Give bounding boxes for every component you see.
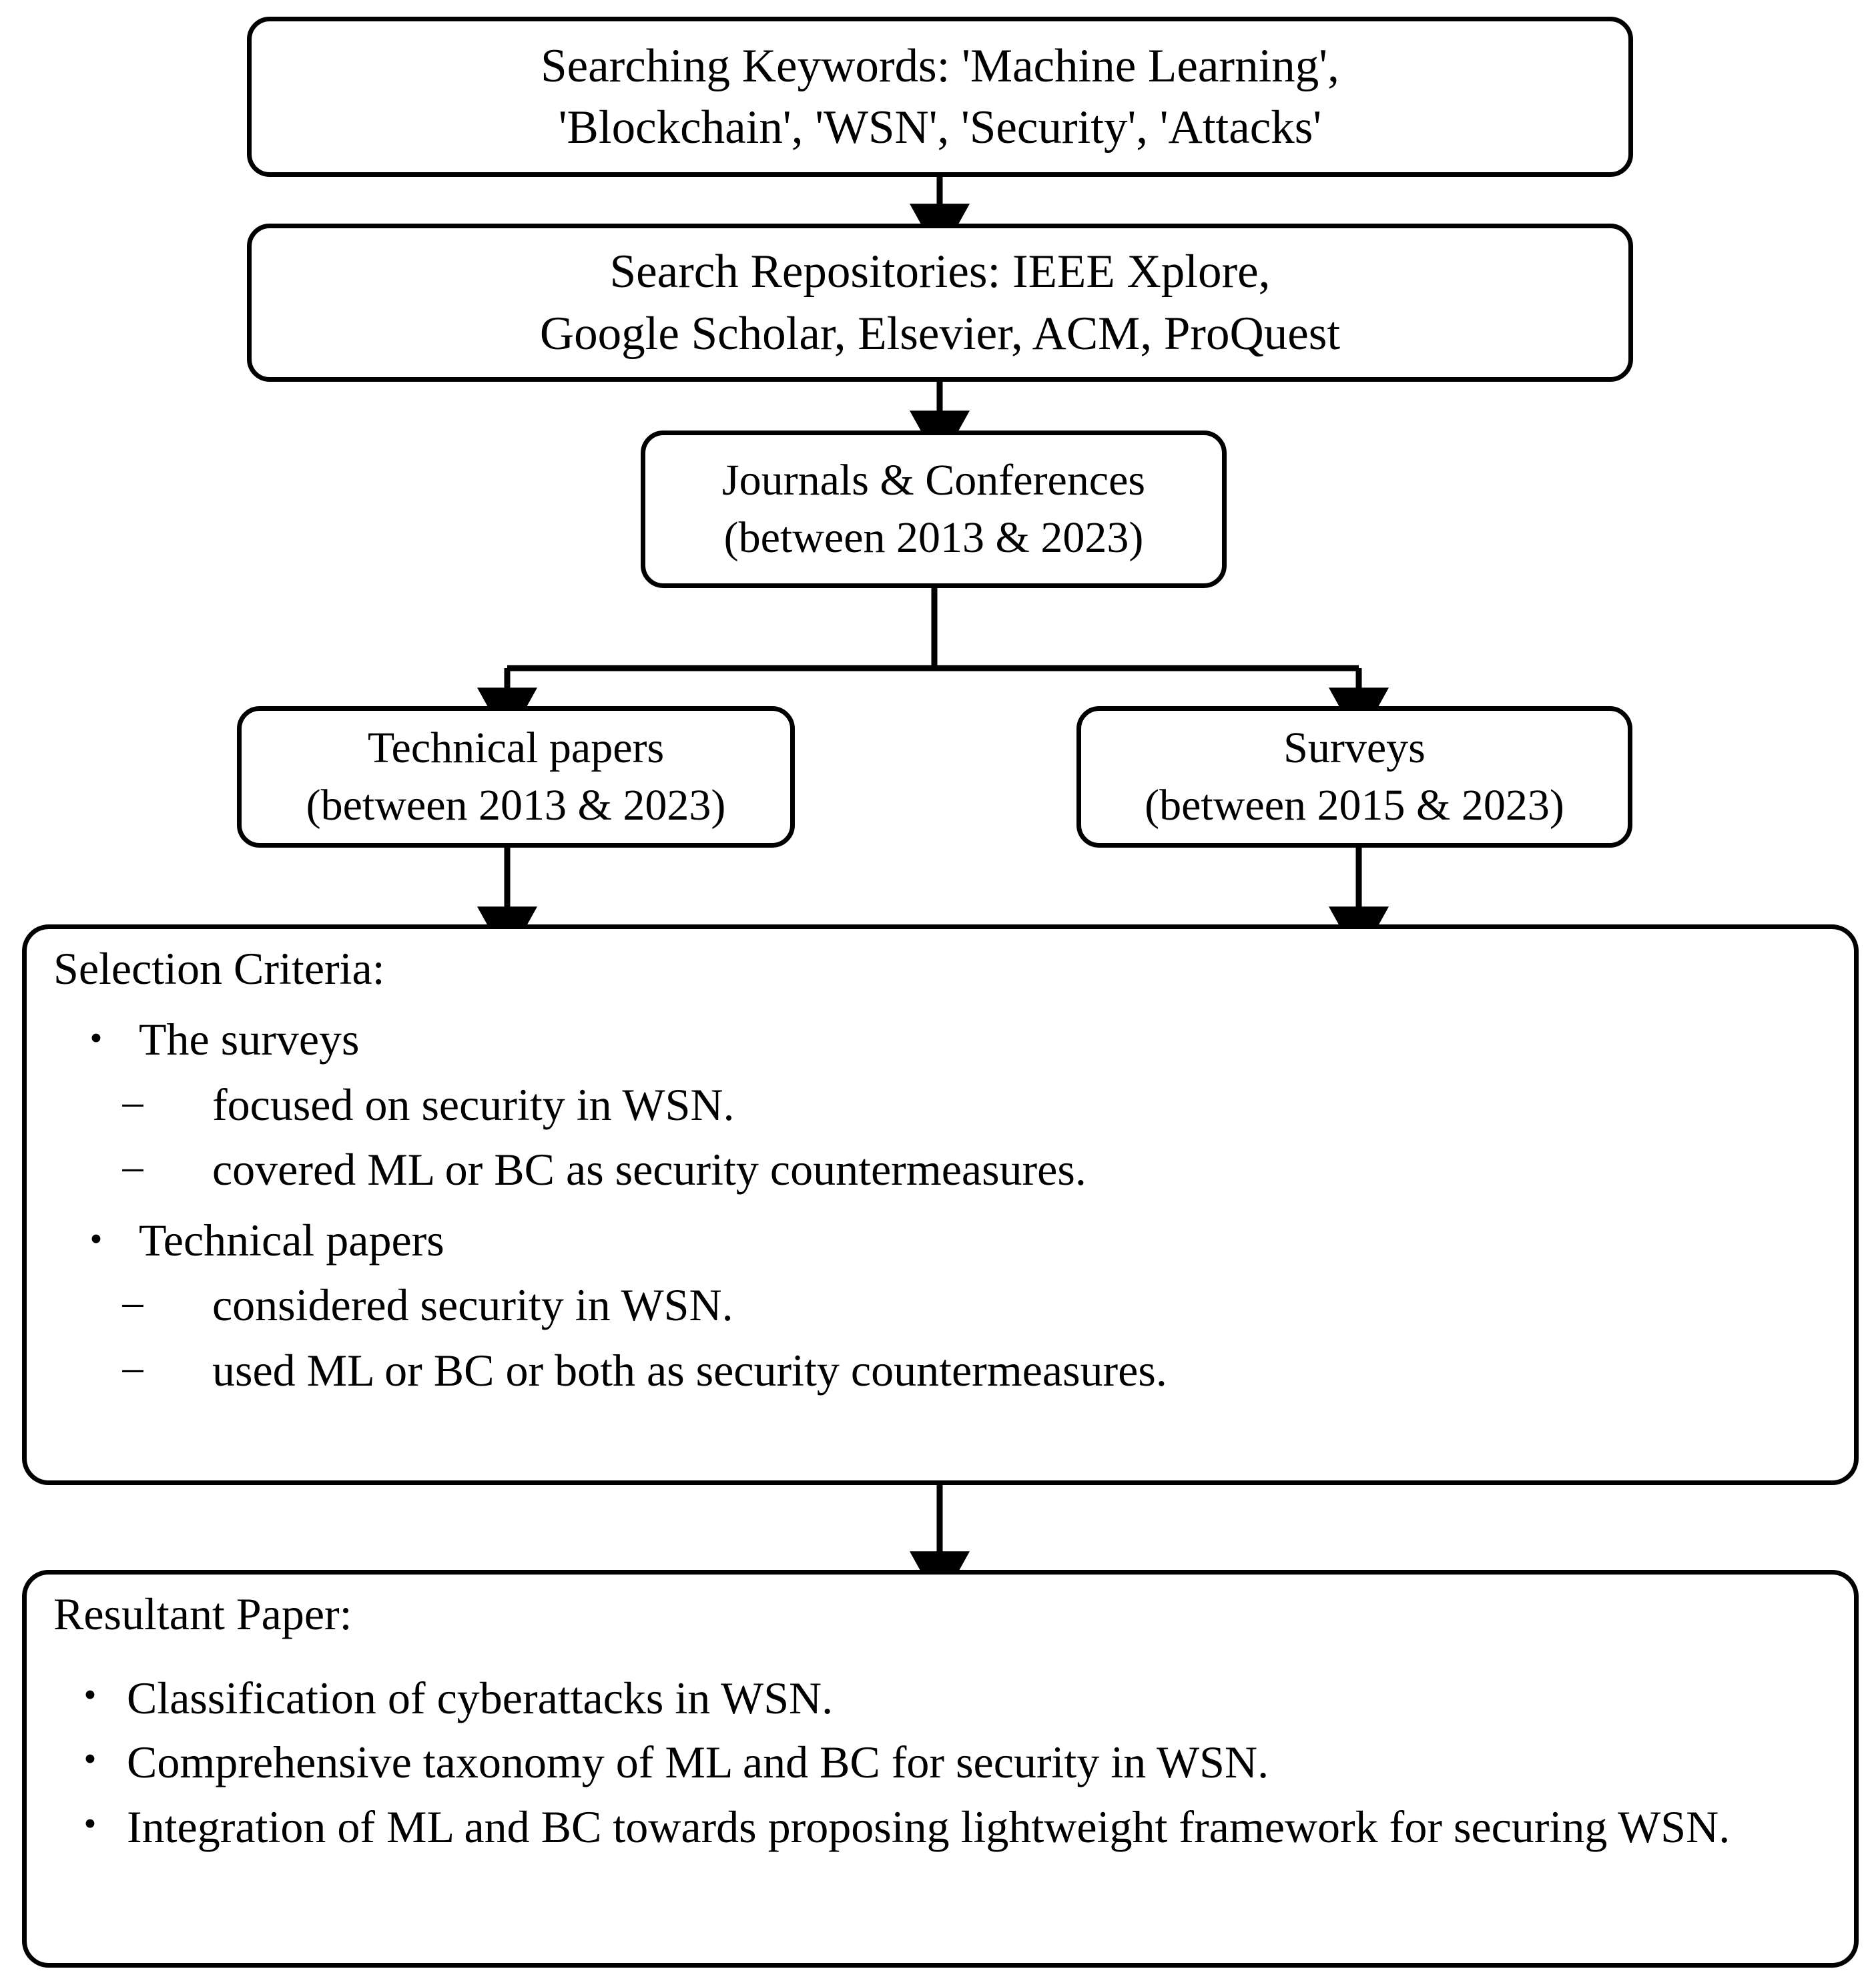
- bullet-marker-icon: •: [89, 1017, 103, 1058]
- node-surveys: [1076, 706, 1632, 848]
- list-item: [53, 1213, 1827, 1268]
- resultant-paper-item-2: Comprehensive taxonomy of ML and BC for security in WSN.: [127, 1737, 1269, 1788]
- selection-criteria-group-1-item-1: focused on security in WSN.: [212, 1079, 735, 1130]
- node-technical-papers-line-2: (between 2013 & 2023): [306, 781, 726, 830]
- node-surveys-line-1: Surveys: [1283, 724, 1426, 773]
- selection-criteria-content: [27, 929, 1854, 1480]
- node-surveys-line-2: (between 2015 & 2023): [1145, 781, 1564, 830]
- list-item: [53, 1278, 1827, 1333]
- bullet-marker-icon: •: [83, 1803, 97, 1844]
- node-searching-keywords-line-1: Searching Keywords: 'Machine Learning',: [541, 39, 1339, 92]
- selection-criteria-group-1-label: The surveys: [139, 1013, 360, 1065]
- resultant-paper-item-1: Classification of cyberattacks in WSN.: [127, 1672, 834, 1723]
- selection-criteria-group-2-label: Technical papers: [139, 1214, 444, 1265]
- resultant-paper-item-3: Integration of ML and BC towards proposing lightweight framework for securing WSN.: [127, 1801, 1731, 1852]
- resultant-paper-title: Resultant Paper:: [53, 1589, 352, 1639]
- dash-marker-icon: –: [122, 1144, 143, 1190]
- resultant-paper-content: [27, 1575, 1854, 1963]
- selection-criteria-group-2-item-2: used ML or BC or both as security countermeasures.: [212, 1344, 1167, 1396]
- node-searching-keywords: [247, 17, 1633, 177]
- list-item: [53, 1734, 1827, 1790]
- node-journals-line-1: Journals & Conferences: [721, 456, 1146, 505]
- list-item: [53, 1799, 1827, 1855]
- selection-criteria-group-1-item-2: covered ML or BC as security countermeasures.: [212, 1144, 1086, 1195]
- node-technical-papers: [237, 706, 795, 848]
- node-journals-line-2: (between 2013 & 2023): [723, 513, 1144, 562]
- bullet-marker-icon: •: [83, 1674, 97, 1715]
- node-searching-keywords-line-2: 'Blockchain', 'WSN', 'Security', 'Attacks': [558, 101, 1322, 154]
- list-item: [53, 1078, 1827, 1133]
- node-search-repositories-line-2: Google Scholar, Elsevier, ACM, ProQuest: [539, 307, 1341, 360]
- node-resultant-paper: [22, 1570, 1859, 1968]
- bullet-marker-icon: •: [89, 1218, 103, 1259]
- list-item: [53, 1670, 1827, 1726]
- dash-marker-icon: –: [122, 1079, 143, 1125]
- list-item: [53, 1013, 1827, 1067]
- node-technical-papers-line-1: Technical papers: [367, 724, 665, 773]
- selection-criteria-group-2-item-1: considered security in WSN.: [212, 1280, 733, 1331]
- node-search-repositories: [247, 224, 1633, 382]
- list-item: [53, 1344, 1827, 1398]
- bullet-marker-icon: •: [83, 1739, 97, 1779]
- dash-marker-icon: –: [122, 1344, 143, 1390]
- selection-criteria-title: Selection Criteria:: [53, 943, 385, 994]
- dash-marker-icon: –: [122, 1280, 143, 1326]
- node-journals-and-conferences: [641, 431, 1227, 588]
- node-selection-criteria: [22, 924, 1859, 1485]
- node-search-repositories-line-1: Search Repositories: IEEE Xplore,: [609, 246, 1271, 298]
- list-item: [53, 1143, 1827, 1197]
